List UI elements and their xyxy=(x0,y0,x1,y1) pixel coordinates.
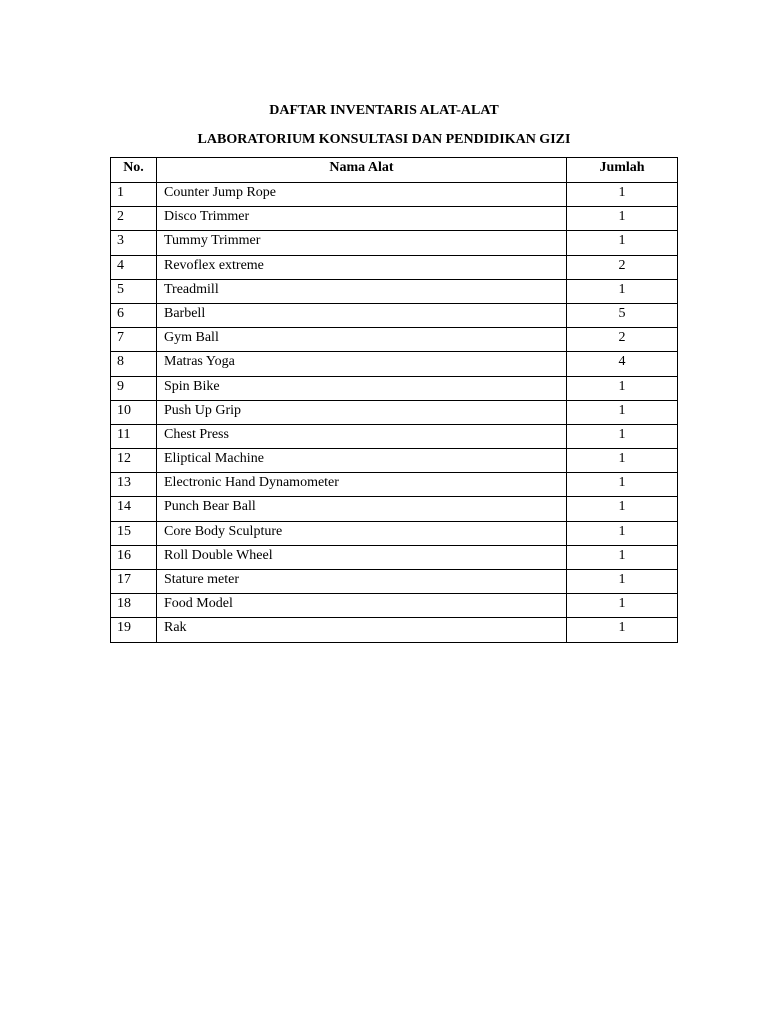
table-row xyxy=(111,473,678,497)
inventory-table xyxy=(110,157,678,643)
cell-jumlah: 1 xyxy=(567,231,678,255)
cell-nama-alat: Treadmill xyxy=(157,279,567,303)
cell-nama-alat: Core Body Sculpture xyxy=(157,521,567,545)
document-title: DAFTAR INVENTARIS ALAT-ALAT xyxy=(269,103,499,118)
cell-no: 15 xyxy=(111,521,157,545)
cell-jumlah: 1 xyxy=(567,594,678,618)
cell-no: 18 xyxy=(111,594,157,618)
cell-jumlah: 5 xyxy=(567,303,678,327)
table-row xyxy=(111,231,678,255)
cell-no: 14 xyxy=(111,497,157,521)
cell-no: 12 xyxy=(111,449,157,473)
cell-jumlah: 1 xyxy=(567,449,678,473)
cell-jumlah: 1 xyxy=(567,545,678,569)
cell-nama-alat: Stature meter xyxy=(157,570,567,594)
cell-no: 17 xyxy=(111,570,157,594)
document-subtitle: LABORATORIUM KONSULTASI DAN PENDIDIKAN GIZI xyxy=(197,132,571,147)
header-jumlah: Jumlah xyxy=(567,158,678,183)
cell-jumlah: 2 xyxy=(567,328,678,352)
cell-no: 6 xyxy=(111,303,157,327)
cell-nama-alat: Electronic Hand Dynamometer xyxy=(157,473,567,497)
table-row xyxy=(111,183,678,207)
cell-nama-alat: Matras Yoga xyxy=(157,352,567,376)
cell-jumlah: 1 xyxy=(567,207,678,231)
table-row xyxy=(111,618,678,642)
cell-jumlah: 1 xyxy=(567,424,678,448)
cell-no: 19 xyxy=(111,618,157,642)
table-body xyxy=(111,183,678,643)
cell-nama-alat: Roll Double Wheel xyxy=(157,545,567,569)
cell-nama-alat: Counter Jump Rope xyxy=(157,183,567,207)
cell-no: 7 xyxy=(111,328,157,352)
cell-no: 8 xyxy=(111,352,157,376)
cell-nama-alat: Revoflex extreme xyxy=(157,255,567,279)
cell-nama-alat: Tummy Trimmer xyxy=(157,231,567,255)
cell-nama-alat: Rak xyxy=(157,618,567,642)
cell-jumlah: 1 xyxy=(567,400,678,424)
cell-no: 10 xyxy=(111,400,157,424)
cell-nama-alat: Food Model xyxy=(157,594,567,618)
table-row xyxy=(111,328,678,352)
cell-jumlah: 1 xyxy=(567,376,678,400)
table-row xyxy=(111,255,678,279)
table-row xyxy=(111,497,678,521)
cell-nama-alat: Gym Ball xyxy=(157,328,567,352)
cell-nama-alat: Spin Bike xyxy=(157,376,567,400)
cell-nama-alat: Barbell xyxy=(157,303,567,327)
table-row xyxy=(111,594,678,618)
cell-jumlah: 1 xyxy=(567,521,678,545)
cell-jumlah: 1 xyxy=(567,570,678,594)
table-row xyxy=(111,207,678,231)
table-row xyxy=(111,376,678,400)
cell-jumlah: 1 xyxy=(567,183,678,207)
cell-no: 2 xyxy=(111,207,157,231)
table-row xyxy=(111,424,678,448)
cell-nama-alat: Disco Trimmer xyxy=(157,207,567,231)
cell-nama-alat: Push Up Grip xyxy=(157,400,567,424)
cell-no: 16 xyxy=(111,545,157,569)
header-no: No. xyxy=(111,158,157,183)
cell-jumlah: 1 xyxy=(567,497,678,521)
cell-no: 5 xyxy=(111,279,157,303)
cell-jumlah: 4 xyxy=(567,352,678,376)
table-row xyxy=(111,400,678,424)
cell-no: 3 xyxy=(111,231,157,255)
cell-no: 1 xyxy=(111,183,157,207)
cell-no: 13 xyxy=(111,473,157,497)
cell-nama-alat: Eliptical Machine xyxy=(157,449,567,473)
table-header-row xyxy=(111,158,678,183)
table-row xyxy=(111,279,678,303)
header-nama-alat: Nama Alat xyxy=(157,158,567,183)
cell-nama-alat: Chest Press xyxy=(157,424,567,448)
table-row xyxy=(111,545,678,569)
cell-jumlah: 1 xyxy=(567,473,678,497)
cell-jumlah: 2 xyxy=(567,255,678,279)
cell-jumlah: 1 xyxy=(567,279,678,303)
cell-nama-alat: Punch Bear Ball xyxy=(157,497,567,521)
cell-no: 4 xyxy=(111,255,157,279)
table-row xyxy=(111,352,678,376)
table-row xyxy=(111,449,678,473)
table-row xyxy=(111,570,678,594)
cell-no: 9 xyxy=(111,376,157,400)
table-row xyxy=(111,303,678,327)
table-row xyxy=(111,521,678,545)
cell-no: 11 xyxy=(111,424,157,448)
cell-jumlah: 1 xyxy=(567,618,678,642)
